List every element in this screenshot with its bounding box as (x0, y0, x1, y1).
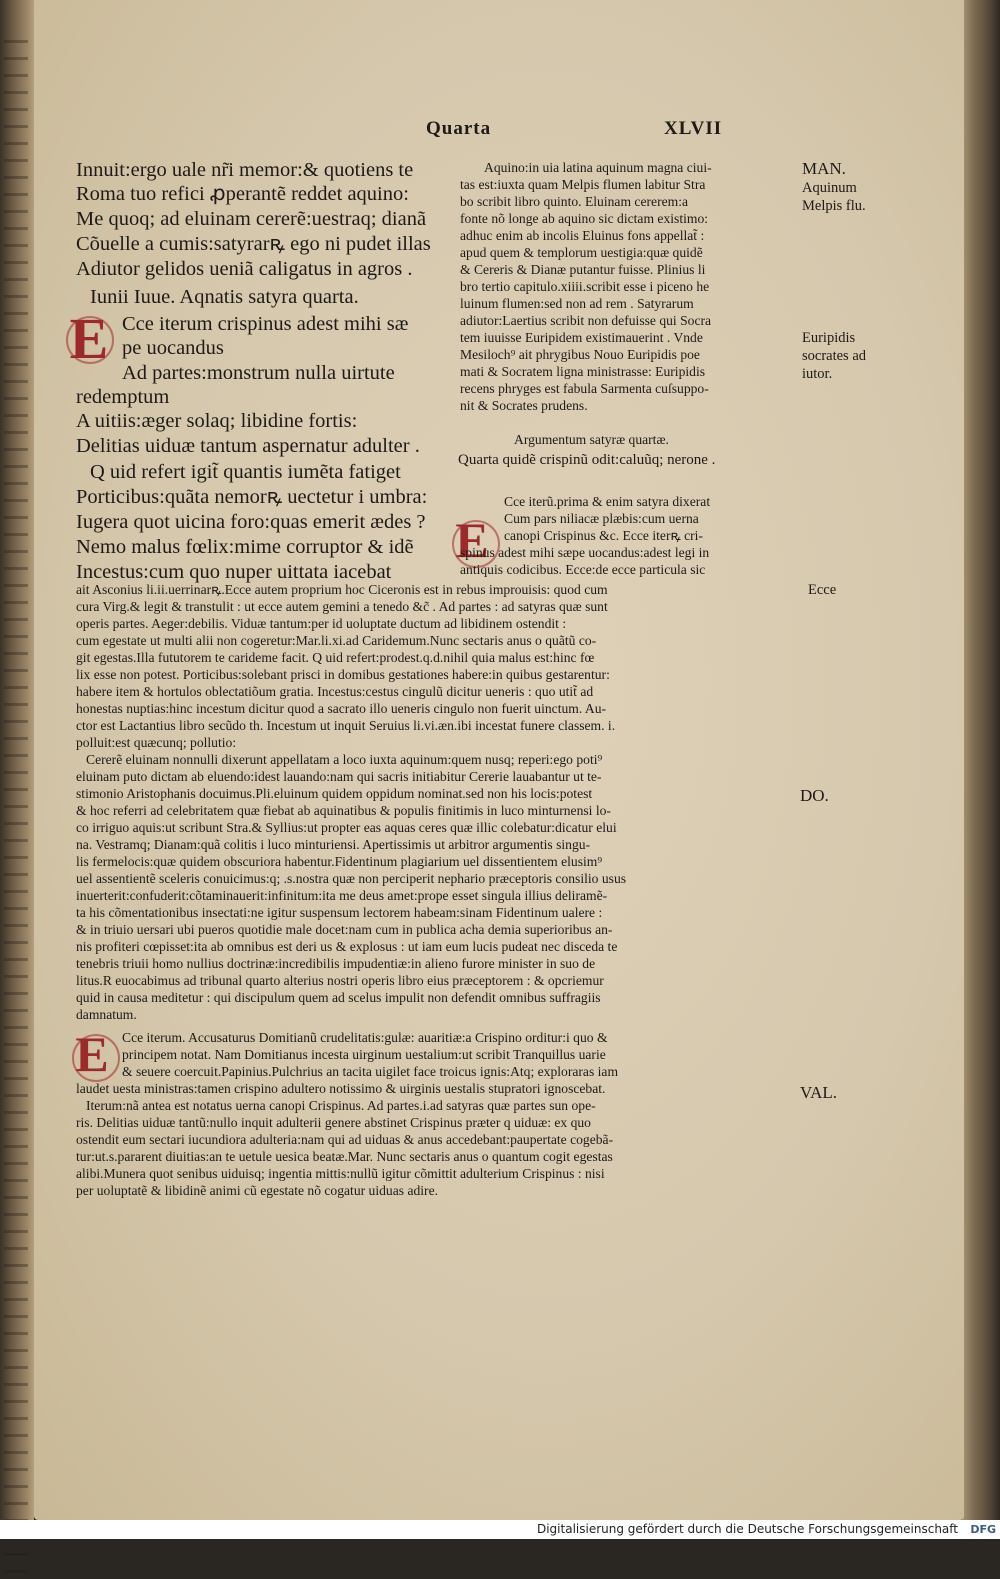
commentary-line: & Cereris & Dianæ putantur fuisse. Plinius li (460, 262, 706, 277)
commentary-line: laudet uesta ministras:tamen crispino adultero notissimo & uirginis uestalis stupratori ignoscebat. (76, 1081, 606, 1096)
commentary-line: ait Asconius li.ii.uerrinarꝶ.Ecce autem proprium hoc Ciceronis est in rebus improuisis: quod cum (76, 582, 608, 597)
margin-note-euripidis: socrates ad (802, 348, 867, 364)
commentary-line: principem notat. Nam Domitianus incesta uirginum uestalium:ut scribit Tranquillus uarie (122, 1047, 606, 1062)
folio-number: XLVII (664, 118, 723, 139)
initial-e-rubric: E (70, 1032, 114, 1076)
commentary-line: spinus adest mihi sæpe uocandus:adest legi in (460, 545, 710, 560)
commentary-line: litus.R euocabimus ad tribunal quarto alterius nostri operis libro eius præceptorem : & opcriemur (76, 973, 604, 988)
commentary-line: lix esse non potest. Porticibus:solebant prisci in domibus gestationes habere:in quibus gestarentur: (76, 667, 610, 682)
verse-line: Adiutor gelidos ueniã caligatus in agros . (76, 258, 413, 280)
commentary-line: fonte nõ longe ab aquino sic dictam existimo: (460, 211, 709, 226)
page-stack-edge (962, 0, 1000, 1539)
verse-line: redemptum (76, 386, 170, 408)
commentary-line: alibi.Munera quot senibus uiduisq; ingentia mittis:nullũ igitur cõmittit adulterium Crispinus : nisi (76, 1166, 605, 1181)
commentary-line: per uoluptatẽ & libidinẽ animi cũ egestate nõ cogatur uiduas adire. (76, 1183, 439, 1198)
margin-note-val: VAL. (800, 1083, 837, 1102)
commentary-line: honestas nuptias:hinc incestum dicitur quod a sacrato illo ueneris cingulo non fuerit uinctum. Au- (76, 701, 607, 716)
margin-note-euripidis: iutor. (802, 366, 833, 382)
commentary-line: Iterum:nã antea est notatus uerna canopi Crispinus. Ad partes.i.ad satyras quæ partes sun ope- (86, 1098, 596, 1113)
commentary-line: Cce iterum. Accusaturus Domitianũ crudelitatis:gulæ: auaritiæ:a Crispino orditur:i quo & (122, 1030, 608, 1045)
margin-note-melpis: Melpis flu. (802, 198, 866, 214)
commentary-line: nit & Socrates prudens. (460, 398, 588, 413)
commentary-line: & hoc referri ad celebritatem quæ fiebat ab aquinatibus & populis finitimis in luco minturnensi lo- (76, 803, 611, 818)
verse-line: Nemo malus fœlix:mime corruptor & idẽ (76, 536, 414, 558)
verse-line: Cce iterum crispinus adest mihi sæ (122, 313, 409, 335)
running-title: Quarta (426, 118, 492, 139)
commentary-line: na. Vestramq; Dianam:quã colitis i luco minturiensi. Apertissimis ut arbitror argumentis singu- (76, 837, 591, 852)
verse-line: Delitias uiduæ tantum aspernatur adulter . (76, 435, 420, 457)
book-page (34, 0, 964, 1520)
margin-note-euripidis: Euripidis (802, 330, 856, 346)
commentary-line: ta his cõmentationibus insectati:ne igitur suspensum lectorem habeam:sinam Fidentinum ualere : (76, 905, 603, 920)
commentary-line: tem iuuisse Euripidem existimauerint . Vnde (460, 330, 703, 345)
commentary-line: apud quem & templorum uestigia:quæ quidẽ (460, 245, 703, 260)
commentary-line: ris. Delitias uiduæ tantũ:nullo inquit adulterii genere abstinet Crispinus præter q uiduæ: ex quo (76, 1115, 591, 1130)
commentary-line: antiquis codicibus. Ecce:de ecce particula sic (460, 562, 706, 577)
initial-e-rubric: E (450, 518, 494, 562)
verse-line: Ad partes:monstrum nulla uirtute (122, 362, 395, 384)
verse-line: Iugera quot uicina foro:quas emerit ædes ? (76, 511, 426, 533)
satire-title: Iunii Iuue. Aqnatis satyra quarta. (90, 286, 359, 308)
commentary-line: adiutor:Laertius scribit non defuisse qui Socra (460, 313, 712, 328)
commentary-line: bro tertio capitulo.xiiii.scribit esse i piceno he (460, 279, 710, 294)
argumentum-title: Argumentum satyræ quartæ. (514, 432, 669, 447)
commentary-line: tenebris triuii homo nullius doctrinæ:incredibilis impudentiæ:in alieno furore minister in suo de (76, 956, 596, 971)
verse-line: Me quoq; ad eluinam cererẽ:uestraq; dianã (76, 208, 427, 230)
commentary-line: Cce iterũ.prima & enim satyra dixerat (504, 494, 711, 509)
commentary-line: recens phryges est fabula Sarmenta cuſsuppo- (460, 381, 709, 396)
commentary-line: eluinam puto dictam ab eluendo:idest lauando:nam qui sacris initiabitur Cererie lauabantur ut te- (76, 769, 602, 784)
commentary-line: tas est:iuxta quam Melpis flumen labitur Stra (460, 177, 706, 192)
dfg-logo: DFG (970, 1523, 996, 1536)
commentary-line: adhuc enim ab incolis Eluinus fons appellat̃ : (460, 228, 705, 243)
margin-note-aquinum: Aquinum (802, 180, 857, 196)
commentary-line: & seuere coercuit.Papinius.Pulchrius an tacita uigilet face troicus ignis:Atq; exploraras iam (122, 1064, 619, 1079)
footer-credit: Digitalisierung gefördert durch die Deutsche Forschungsgemeinschaft (536, 1522, 958, 1536)
margin-note-ecce: Ecce (808, 582, 837, 598)
commentary-line: git egestas.Illa fututorem te carideme facit. Q uid refert:prodest.q.d.nihil quia malus est:hinc fœ (76, 650, 595, 665)
commentary-line: ctor est Lactantius libro secũdo th. Incestum ut inquit Seruius li.vi.æn.ibi incestat funere classem. i. (76, 718, 616, 733)
commentary-line: polluit:est quæcunq; pollutio: (76, 735, 237, 750)
commentary-line: habere item & hortulos oblectatiõum gratia. Incestus:cestus cingulũ dicitur ueneris : quo utit̃ ad (76, 684, 594, 699)
commentary-line: quid in causa meditetur : qui discipulum quem ad scelus impulit non defendit omnibus suffragiis (76, 990, 601, 1005)
commentary-line: luinum flumen:sed non ad rem . Satyrarum (460, 296, 694, 311)
verse-line: A uitiis:æger solaq; libidine fortis: (76, 410, 358, 432)
verse-line: Incestus:cum quo nuper uittata iacebat (76, 561, 392, 583)
commentary-line: mati & Socratem ligna ministrasse: Euripidis (460, 364, 706, 379)
commentary-line: nis profiteri cœpisset:ita ab omnibus est deri us & explosus : ut iam eum lucis pudeat nec disceda te (76, 939, 618, 954)
argumentum-line: Quarta quidẽ crispinũ odit:caluũq; nerone . (458, 452, 716, 468)
commentary-line: uel assentientẽ sceleris conuicimus:q; .s.nostra quæ non perciperit nephario præceptoris consilio usus (76, 871, 627, 886)
verse-line: Q uid refert igit̃ quantis iumẽta fatiget (90, 461, 401, 483)
facing-page-edge (0, 0, 34, 1539)
commentary-line: cura Virg.& legit & transtulit : ut ecce autem gemini a tenedo &c̃ . Ad partes : ad satyras quæ sunt (76, 599, 608, 614)
margin-note-do: DO. (800, 786, 829, 805)
commentary-line: Cererẽ eluinam nonnulli dixerunt appellatam a loco iuxta aquinum:quem nusq; reperi:ego poti⁹ (86, 752, 603, 767)
commentary-line: inuerterit:confuderit:cõtaminauerit:infinitum:ita me deus amet:prope esset singula illius deliramẽ- (76, 888, 608, 903)
footer-bar (0, 1520, 1000, 1539)
verse-line: Roma tuo refici ꝓperantẽ reddet aquino: (76, 183, 409, 205)
commentary-line: stimonio Aristophanis docuimus.Pli.eluinum quidem oppidum nominat.sed non his locis:potest (76, 786, 593, 801)
verse-line: Cõuelle a cumis:satyrarꝶ ego ni pudet illas (76, 233, 431, 255)
initial-e-rubric: E (64, 314, 114, 364)
commentary-line: ostendit eum sectari iucundiora adulteria:nam qui ad uiduas & anus accedebant:paupertate cogebã- (76, 1132, 614, 1147)
commentary-line: cum egestate ut multi alii non cogeretur:Mar.li.xi.ad Caridemum.Nunc sectaris anus o quãtũ co- (76, 633, 597, 648)
commentary-line: tur:ut.s.pararent diuitias:an te uetule uesica beatæ.Mar. Nunc sectaris anus o quantum cogit egestas (76, 1149, 613, 1164)
commentary-line: co irriguo aquis:ut scribunt Stra.& Syllius:ut propter eas aquas ceres quæ illic colebatur:dicatur elui (76, 820, 617, 835)
verse-line: Innuit:ergo uale nr̃i memor:& quotiens te (76, 159, 414, 181)
commentary-line: Aquino:in uia latina aquinum magna ciui- (484, 160, 712, 175)
commentary-line: canopi Crispinus &c. Ecce iterꝶ cri- (504, 528, 703, 543)
verse-line: Porticibus:quãta nemorꝶ uectetur i umbra: (76, 486, 428, 508)
commentary-line: operis partes. Aeger:debilis. Viduæ tantum:per id uoluptate ductum ad libidinem ostendit : (76, 616, 567, 631)
commentary-line: Cum pars niliacæ plæbis:cum uerna (504, 511, 699, 526)
commentary-line: bo scribit libro quinto. Eluinam cererem:a (460, 194, 689, 209)
commentary-line: lis fermelocis:quæ quidem obscuriora habentur.Fidentinum plagiarium uel dissentientem elusim⁹ (76, 854, 603, 869)
verse-line: pe uocandus (122, 337, 224, 359)
margin-note-man: MAN. (802, 159, 846, 178)
commentary-line: & in triuio uersari ubi pueros quotidie male docet:nam cum in publica acha demia superioribus an- (76, 922, 613, 937)
commentary-line: Mesiloch⁹ ait phrygibus Nouo Euripidis poe (460, 347, 700, 362)
commentary-line: damnatum. (76, 1007, 137, 1022)
